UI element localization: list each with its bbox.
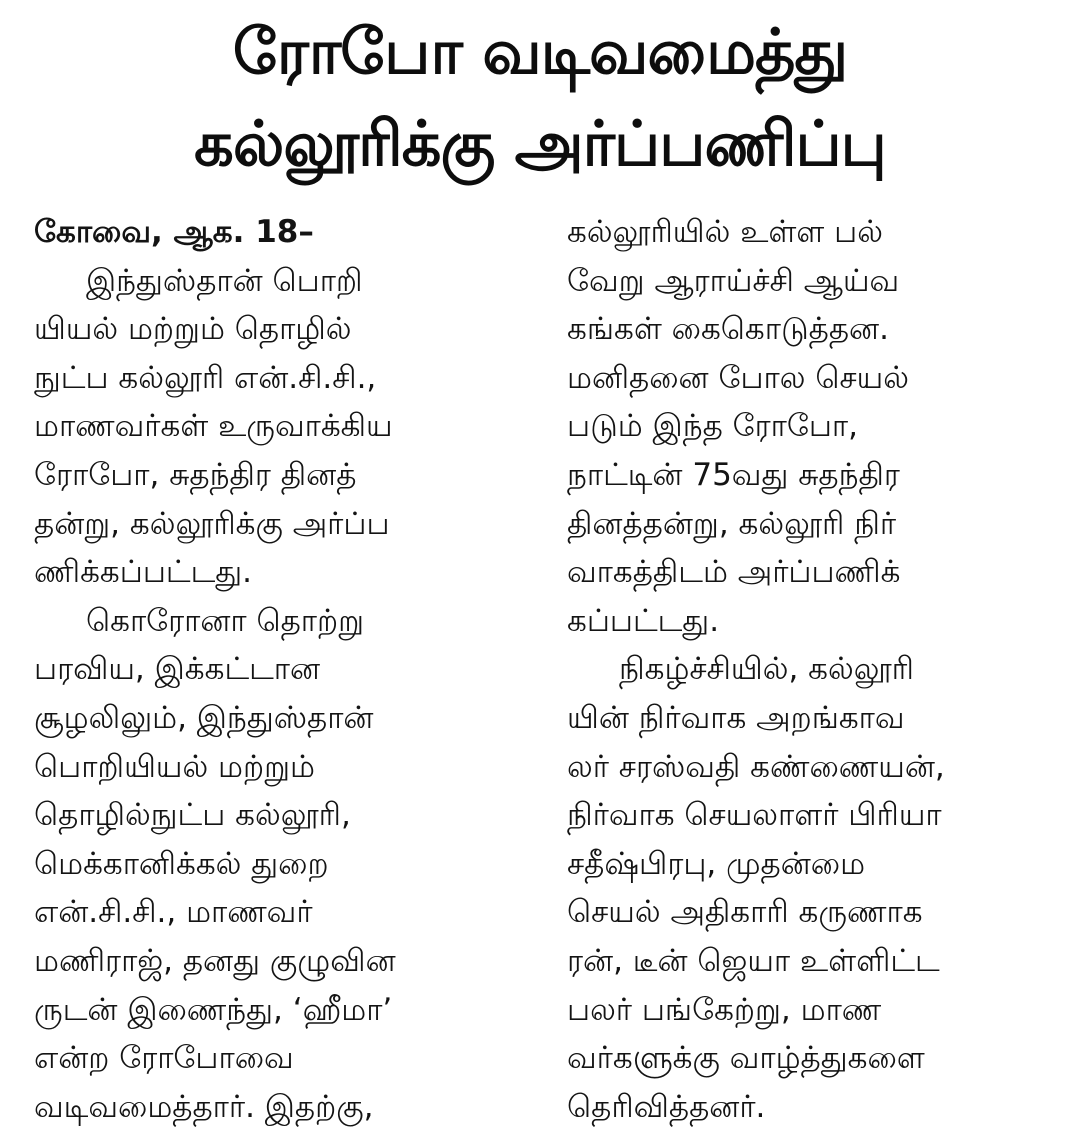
paragraph-1-line: ரோபோ, சுதந்திர தினத் [34,456,357,493]
paragraph-1-line: தன்று, கல்லூரிக்கு அர்ப்ப [34,505,390,542]
paragraph-2-line: தொழில்நுட்ப கல்லூரி, [34,797,351,834]
headline [0,6,1080,190]
paragraph-3-line: யின் நிர்வாக அறங்காவ [567,699,905,736]
paragraph-3-line: சதீஷ்பிரபு, முதன்மை [567,845,866,882]
paragraph-2-line: பொறியியல் மற்றும் [34,748,315,785]
paragraph-2-line: பரவிய, இக்கட்டான [34,651,321,688]
paragraph-2-line: கங்கள் கைகொடுத்தன. [567,311,889,348]
paragraph-2-line: சூழலிலும், இந்துஸ்தான் [34,699,374,736]
paragraph-2-line: நாட்டின் 75வது சுதந்திர [567,456,900,493]
paragraph-2-line: தினத்தன்று, கல்லூரி நிர் [567,505,897,542]
paragraph-3-line: பலர் பங்கேற்று, மாண [567,991,882,1028]
paragraph-3-line: ரன், டீன் ஜெயா உள்ளிட்ட [567,942,940,979]
paragraph-1-line: யியல் மற்றும் தொழில் [34,311,352,348]
paragraph-1-line: ணிக்கப்பட்டது. [34,554,252,591]
paragraph-2-line: மனிதனை போல செயல் [567,359,909,396]
paragraph-2-line: என்ற ரோபோவை [34,1040,294,1077]
paragraph-2-line: வடிவமைத்தார். இதற்கு, [34,1088,374,1125]
paragraph-3-line: வர்களுக்கு வாழ்த்துகளை [567,1040,925,1077]
paragraph-1-line: இந்துஸ்தான் பொறி [86,262,363,299]
paragraph-3-line: லர் சரஸ்வதி கண்ணையன், [567,748,945,785]
paragraph-2-line: கப்பட்டது. [567,602,720,639]
paragraph-2-line: வேறு ஆராய்ச்சி ஆய்வ [567,262,900,299]
paragraph-2-line: கல்லூரியில் உள்ள பல் [567,214,883,250]
article-column-right [567,208,1047,1131]
paragraph-1-line: நுட்ப கல்லூரி என்.சி.சி., [34,359,377,396]
paragraph-3-line: செயல் அதிகாரி கருணாக [567,894,923,931]
article-column-left [34,208,534,1131]
paragraph-3-line: நிகழ்ச்சியில், கல்லூரி [619,651,914,688]
headline-line-2: கல்லூரிக்கு அர்ப்பணிப்பு [194,107,886,180]
paragraph-2-line: மெக்கானிக்கல் துறை [34,845,329,882]
paragraph-3-line: தெரிவித்தனர். [567,1088,766,1125]
headline-line-1: ரோபோ வடிவமைத்து [232,15,848,88]
dateline: கோவை, ஆக. 18– [34,214,314,250]
paragraph-2-line: ருடன் இணைந்து, ‘ஹீமா’ [34,991,393,1028]
paragraph-2-line: வாகத்திடம் அர்ப்பணிக் [567,554,901,591]
paragraph-1-line: மாணவர்கள் உருவாக்கிய [34,408,393,445]
paragraph-3-line: நிர்வாக செயலாளர் பிரியா [567,797,942,834]
paragraph-2-line: கொரோனா தொற்று [86,602,365,639]
paragraph-2-line: படும் இந்த ரோபோ, [567,408,858,445]
paragraph-2-line: என்.சி.சி., மாணவர் [34,894,313,931]
paragraph-2-line: மணிராஜ், தனது குழுவின [34,942,396,979]
